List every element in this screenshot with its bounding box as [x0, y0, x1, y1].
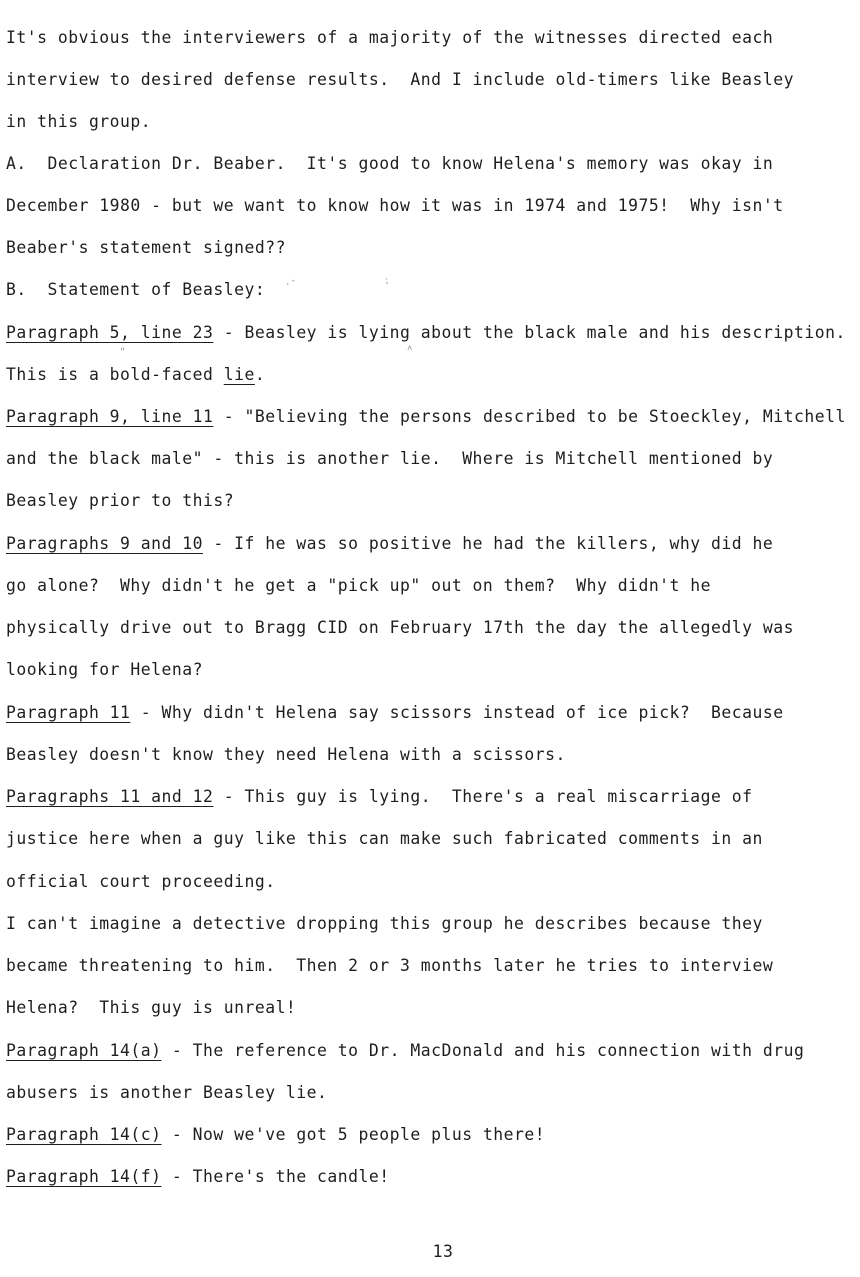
page-number: 13 — [432, 1242, 454, 1261]
text-line — [6, 491, 234, 511]
line-text: - Why didn't Helena say scissors instead of ice pick? Because — [130, 703, 784, 722]
text-line — [6, 112, 151, 132]
text-line — [6, 70, 794, 90]
paragraph-reference-line — [6, 534, 773, 554]
line-text: Beasley doesn't know they need Helena with a scissors. — [6, 745, 566, 764]
line-text: This is a bold-faced — [6, 365, 224, 384]
paragraph-reference-line — [6, 1125, 545, 1145]
scan-speck: ·˝ — [285, 280, 296, 290]
text-line — [6, 238, 286, 258]
paragraph-reference-line — [6, 323, 846, 343]
scan-speck: ⁏ — [385, 276, 389, 286]
line-text: physically drive out to Bragg CID on February 17th the day the allegedly was — [6, 618, 794, 637]
line-text: . — [254, 365, 266, 384]
section-b-heading-line — [6, 280, 265, 300]
text-line — [6, 1083, 327, 1103]
line-text: A. Declaration Dr. Beaber. It's good to know Helena's memory was okay in — [6, 154, 774, 173]
text-line — [6, 576, 711, 596]
line-text: It's obvious the interviewers of a majority of the witnesses directed each — [6, 28, 774, 47]
paragraph-reference: Paragraph 11 — [6, 703, 131, 722]
paragraph-reference: Paragraph 9, line 11 — [6, 407, 214, 426]
line-text: interview to desired defense results. And I include old-timers like Beasley — [6, 70, 794, 89]
text-line — [6, 956, 773, 976]
paragraph-reference-line — [6, 1167, 390, 1187]
scan-speck: ״ — [120, 348, 126, 358]
paragraph-reference: Paragraph 14(f) — [6, 1167, 162, 1186]
line-text: - Beasley is lying about the black male and his description. — [213, 323, 846, 342]
line-text: official court proceeding. — [6, 872, 276, 891]
paragraph-reference: Paragraph 5, line 23 — [6, 323, 214, 342]
paragraph-reference: Paragraphs 9 and 10 — [6, 534, 203, 553]
text-line — [6, 829, 763, 849]
line-text: looking for Helena? — [6, 660, 203, 679]
line-text: Beasley prior to this? — [6, 491, 235, 510]
paragraph-reference-line — [6, 703, 784, 723]
text-line — [6, 914, 763, 934]
line-text: - "Believing the persons described to be Stoeckley, Mitchell — [213, 407, 846, 426]
line-text: - If he was so positive he had the killers, why did he — [203, 534, 774, 553]
paragraph-reference-line — [6, 407, 846, 427]
section-a-heading-line — [6, 154, 773, 174]
line-text: abusers is another Beasley lie. — [6, 1083, 328, 1102]
text-line — [6, 196, 784, 216]
text-line — [6, 872, 276, 892]
line-text: go alone? Why didn't he get a "pick up" out on them? Why didn't he — [6, 576, 712, 595]
paragraph-reference: Paragraph 14(a) — [6, 1041, 162, 1060]
line-text: became threatening to him. Then 2 or 3 months later he tries to interview — [6, 956, 774, 975]
paragraph-reference-line — [6, 787, 753, 807]
line-text: - The reference to Dr. MacDonald and his connection with drug — [161, 1041, 805, 1060]
line-text: Beaber's statement signed?? — [6, 238, 286, 257]
line-text: - This guy is lying. There's a real miscarriage of — [213, 787, 753, 806]
scan-speck: ˄ — [407, 344, 413, 354]
line-text: - There's the candle! — [161, 1167, 390, 1186]
text-line — [6, 365, 265, 385]
text-line — [6, 998, 296, 1018]
line-text: - Now we've got 5 people plus there! — [161, 1125, 546, 1144]
paragraph-reference-line — [6, 1041, 804, 1061]
line-text: and the black male" - this is another lie. Where is Mitchell mentioned by — [6, 449, 774, 468]
paragraph-reference: Paragraph 14(c) — [6, 1125, 162, 1144]
text-line — [6, 28, 773, 48]
text-line — [6, 745, 566, 765]
line-text: B. Statement of Beasley: — [6, 280, 266, 299]
line-text: December 1980 - but we want to know how it was in 1974 and 1975! Why isn't — [6, 196, 784, 215]
text-line — [6, 618, 794, 638]
emphasized-word: lie — [223, 365, 255, 384]
text-line — [6, 660, 203, 680]
line-text: in this group. — [6, 112, 152, 131]
line-text: Helena? This guy is unreal! — [6, 998, 297, 1017]
paragraph-reference: Paragraphs 11 and 12 — [6, 787, 214, 806]
line-text: justice here when a guy like this can make such fabricated comments in an — [6, 829, 763, 848]
text-line — [6, 449, 773, 469]
line-text: I can't imagine a detective dropping this group he describes because they — [6, 914, 763, 933]
